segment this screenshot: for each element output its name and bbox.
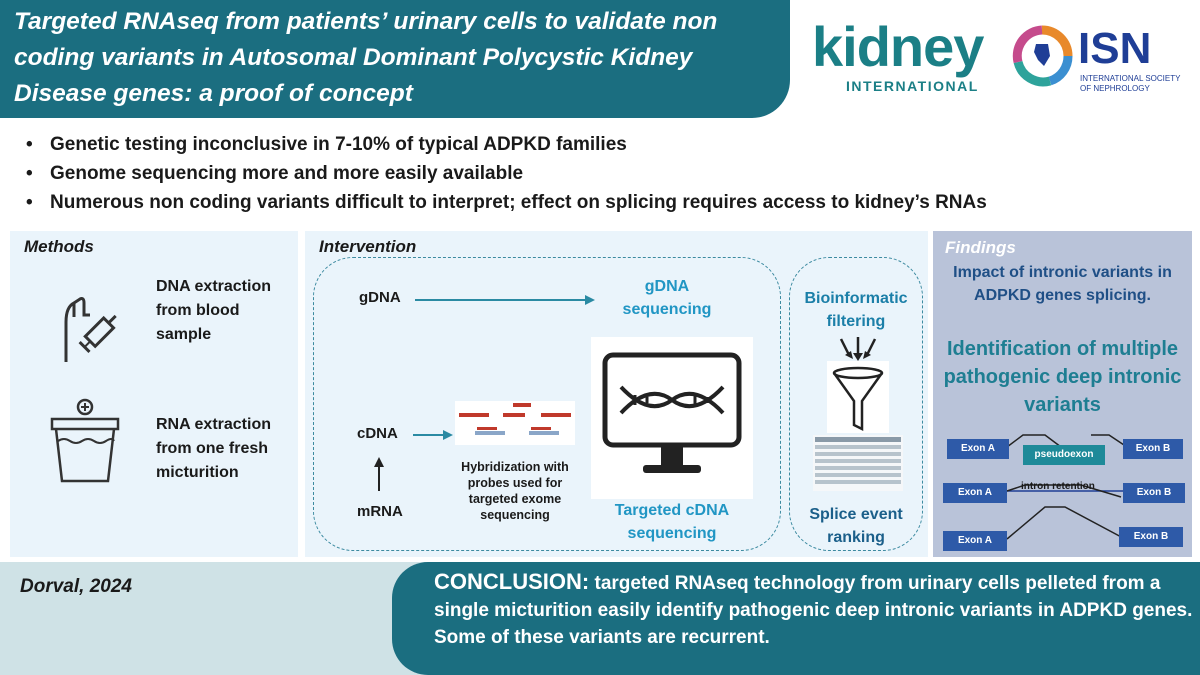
key-point: • Genome sequencing more and more easily available xyxy=(26,163,524,184)
exon-b-box: Exon B xyxy=(1123,439,1183,459)
blood-draw-icon xyxy=(46,287,126,367)
page-title: Targeted RNAseq from patients’ urinary cells to validate non coding variants in Autosomal Dominant Polycystic Kidney Disease genes: a proof of concept xyxy=(14,8,718,107)
probe-hybridization-icon xyxy=(455,401,575,445)
exon-b-box: Exon B xyxy=(1123,483,1185,503)
splice-ranking-text: Splice event ranking xyxy=(809,506,903,546)
intervention-panel xyxy=(305,231,928,557)
impact-text: Impact of intronic variants in ADPKD genes splicing. xyxy=(953,264,1172,304)
isn-logo-subtitle: INTERNATIONAL SOCIETY OF NEPHROLOGY xyxy=(1080,74,1181,93)
mrna-to-cdna-arrow xyxy=(373,457,385,491)
key-point: • Genetic testing inconclusive in 7-10% of typical ADPKD families xyxy=(26,134,627,155)
exon-a-box: Exon A xyxy=(947,439,1009,459)
author-citation: Dorval, 2024 xyxy=(20,576,132,597)
exon-a-box: Exon A xyxy=(943,531,1007,551)
funnel-icon xyxy=(827,361,889,433)
mrna-label: mRNA xyxy=(357,503,403,520)
findings-panel xyxy=(933,231,1192,557)
findings-label: Findings xyxy=(945,238,1016,257)
key-point: • Numerous non coding variants difficult to interpret; effect on splicing requires access to kidney’s RNAs xyxy=(26,192,987,213)
dna-monitor-icon xyxy=(591,337,753,499)
isn-globe-icon xyxy=(1010,22,1074,102)
hybridization-text: Hybridization with probes used for targeted exome sequencing xyxy=(461,460,569,522)
gdna-sequencing-text: gDNA sequencing xyxy=(622,278,712,318)
methods-label: Methods xyxy=(24,237,94,256)
isn-logo xyxy=(1010,22,1190,108)
conclusion-body: targeted RNAseq technology from urinary cells pelleted from a single micturition easily identify pathogenic deep intronic variants in ADPKD genes. Some of these variants are recurrent. xyxy=(434,573,1193,648)
ranking-table-icon xyxy=(813,435,903,491)
exon-b-box: Exon B xyxy=(1119,527,1183,547)
conclusion-box xyxy=(392,562,1200,675)
urine-cup-icon xyxy=(50,397,120,487)
isn-logo-word: ISN xyxy=(1078,24,1152,73)
kidney-international-logo xyxy=(812,15,988,102)
pseudoexon-box: pseudoexon xyxy=(1023,445,1105,465)
intervention-label: Intervention xyxy=(319,237,417,256)
gdna-arrow xyxy=(415,294,595,306)
cdna-arrow xyxy=(413,429,453,441)
cdna-label: cDNA xyxy=(357,425,398,442)
title-banner xyxy=(0,0,790,118)
identification-text: Identification of multiple pathogenic deep intronic variants xyxy=(943,338,1182,416)
exon-a-box: Exon A xyxy=(943,483,1007,503)
dna-extraction-text: DNA extraction from blood sample xyxy=(156,278,271,343)
conclusion-text xyxy=(434,568,1194,651)
gdna-label: gDNA xyxy=(359,289,401,306)
rna-extraction-text: RNA extraction from one fresh micturition xyxy=(156,416,271,481)
targeted-cdna-text: Targeted cDNA sequencing xyxy=(614,502,730,542)
intron-retention-label: intron retention xyxy=(1021,481,1095,492)
key-points-list xyxy=(22,130,1182,217)
kidney-logo-subtitle: INTERNATIONAL xyxy=(846,78,979,94)
methods-panel xyxy=(10,231,298,557)
bioinformatic-filtering-text: Bioinformatic filtering xyxy=(804,290,908,330)
filter-arrows-icon xyxy=(833,337,883,361)
conclusion-heading: CONCLUSION: xyxy=(434,569,590,594)
kidney-logo-word: kidney xyxy=(812,15,984,78)
